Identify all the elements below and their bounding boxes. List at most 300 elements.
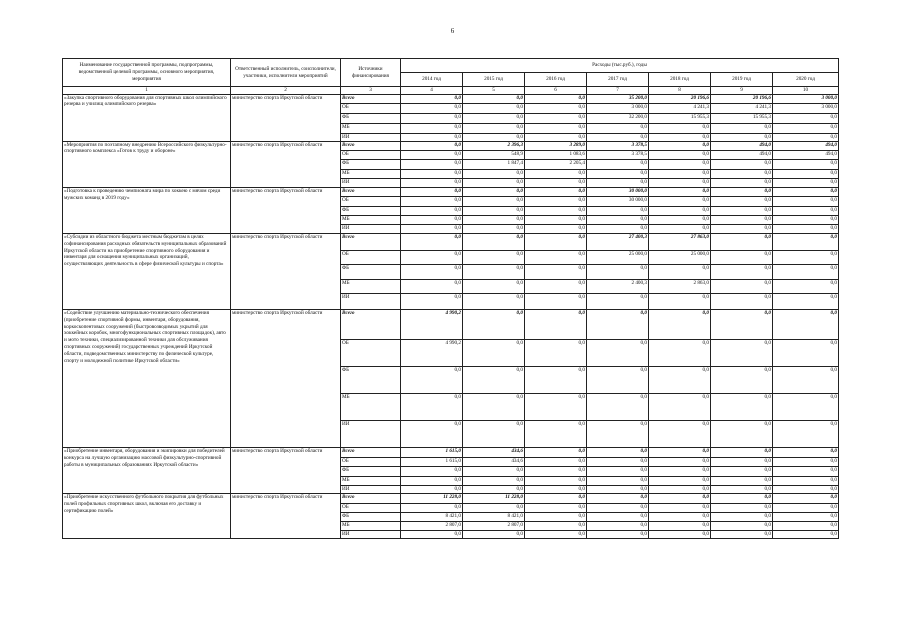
amount-cell: 0,0 [711, 531, 773, 539]
amount-cell: 0,0 [587, 340, 649, 367]
amount-cell: 0,0 [773, 234, 839, 251]
amount-cell: 0,0 [463, 234, 525, 251]
amount-cell: 3 289,0 [525, 141, 587, 150]
amount-cell: 2 863,0 [649, 279, 711, 294]
amount-cell: 4 241,3 [711, 104, 773, 114]
amount-cell: 0,0 [711, 279, 773, 294]
amount-cell: 0,0 [773, 503, 839, 512]
amount-cell: 0,0 [401, 279, 463, 294]
amount-cell: 0,0 [649, 394, 711, 421]
amount-cell: 0,0 [525, 123, 587, 133]
amount-cell: 0,0 [711, 133, 773, 141]
amount-cell: 0,0 [773, 494, 839, 503]
amount-cell: 0,0 [587, 486, 649, 494]
funding-source: ОБ [341, 340, 401, 367]
executor: министерство спорта Иркутской области [231, 448, 341, 494]
amount-cell: 30 000,0 [587, 188, 649, 197]
column-number: 2 [231, 87, 341, 95]
amount-cell: 0,0 [711, 486, 773, 494]
funding-source: ОБ [341, 457, 401, 467]
table-row [63, 310, 839, 340]
amount-cell: 0,0 [525, 206, 587, 215]
amount-cell: 35 200,0 [587, 94, 649, 104]
amount-cell: 0,0 [649, 367, 711, 394]
amount-cell: 0,0 [525, 197, 587, 206]
funding-source: Всего [341, 188, 401, 197]
amount-cell: 0,0 [525, 114, 587, 124]
amount-cell: 0,0 [587, 215, 649, 224]
amount-cell: 0,0 [649, 123, 711, 133]
amount-cell: 3 378,5 [587, 141, 649, 150]
page-number: 6 [450, 27, 455, 35]
header-year: 2018 год [649, 73, 711, 87]
header-year: 2015 год [463, 73, 525, 87]
funding-source: ФБ [341, 114, 401, 124]
amount-cell: 0,0 [773, 457, 839, 467]
amount-cell: 0,0 [401, 225, 463, 234]
amount-cell: 0,0 [401, 206, 463, 215]
amount-cell: 0,0 [587, 160, 649, 169]
amount-cell: 0,0 [587, 531, 649, 539]
header-source: Источники финансирования [341, 59, 401, 87]
header-year: 2019 год [711, 73, 773, 87]
amount-cell: 0,0 [463, 367, 525, 394]
amount-cell: 0,0 [463, 340, 525, 367]
amount-cell: 0,0 [587, 421, 649, 448]
amount-cell: 0,0 [587, 294, 649, 310]
funding-source: ФБ [341, 367, 401, 394]
amount-cell: 0,0 [401, 486, 463, 494]
amount-cell: 0,0 [649, 265, 711, 280]
amount-cell: 0,0 [525, 104, 587, 114]
funding-source: ИИ [341, 421, 401, 448]
amount-cell: 0,0 [773, 421, 839, 448]
amount-cell: 8 421,0 [463, 512, 525, 521]
amount-cell: 0,0 [587, 457, 649, 467]
amount-cell: 0,0 [649, 294, 711, 310]
amount-cell: 2 205,4 [525, 160, 587, 169]
amount-cell: 25 000,0 [587, 250, 649, 265]
column-number: 1 [63, 87, 231, 95]
header-executor: Ответственный исполнитель, соисполнители, участники, исполнители мероприятий [231, 59, 341, 87]
amount-cell: 0,0 [463, 279, 525, 294]
amount-cell: 0,0 [401, 151, 463, 160]
amount-cell: 0,0 [525, 503, 587, 512]
amount-cell: 0,0 [711, 521, 773, 530]
funding-source: ФБ [341, 467, 401, 477]
amount-cell: 0,0 [711, 503, 773, 512]
amount-cell: 494,0 [711, 151, 773, 160]
amount-cell: 0,0 [649, 512, 711, 521]
amount-cell: 4 990,2 [401, 310, 463, 340]
amount-cell: 0,0 [649, 151, 711, 160]
amount-cell: 11 228,0 [463, 494, 525, 503]
header-year: 2017 год [587, 73, 649, 87]
financing-table [62, 58, 839, 539]
amount-cell: 0,0 [773, 197, 839, 206]
amount-cell: 0,0 [711, 265, 773, 280]
executor: министерство спорта Иркутской области [231, 94, 341, 141]
amount-cell: 0,0 [401, 169, 463, 178]
activity-name: «Подготовка к проведению чемпионата мира по хоккею с мячом среди мужских команд в 2019 году» [63, 188, 231, 234]
amount-cell: 0,0 [649, 340, 711, 367]
amount-cell: 0,0 [773, 265, 839, 280]
amount-cell: 1 615,0 [401, 448, 463, 458]
column-number: 6 [525, 87, 587, 95]
amount-cell: 0,0 [401, 215, 463, 224]
amount-cell: 0,0 [463, 206, 525, 215]
amount-cell: 0,0 [463, 114, 525, 124]
amount-cell: 0,0 [525, 486, 587, 494]
table-row [63, 141, 839, 150]
amount-cell: 0,0 [525, 279, 587, 294]
amount-cell: 11 228,0 [401, 494, 463, 503]
funding-source: ИИ [341, 531, 401, 539]
header-name: Наименование государственной программы, подпрограммы, ведомственной целевой программы, основного мероприятия, мероприятия [63, 59, 231, 87]
amount-cell: 0,0 [649, 141, 711, 150]
amount-cell: 494,0 [773, 151, 839, 160]
amount-cell: 25 000,0 [649, 250, 711, 265]
amount-cell: 494,0 [773, 141, 839, 150]
amount-cell: 0,0 [587, 521, 649, 530]
amount-cell: 0,0 [649, 467, 711, 477]
amount-cell: 494,0 [711, 141, 773, 150]
amount-cell: 0,0 [401, 188, 463, 197]
funding-source: Всего [341, 310, 401, 340]
funding-source: ФБ [341, 206, 401, 215]
amount-cell: 0,0 [525, 531, 587, 539]
header-year: 2014 год [401, 73, 463, 87]
amount-cell: 0,0 [587, 169, 649, 178]
activity-name: «Содействие улучшению материально-технического обеспечения (приобретение спортивной формы, инвентаря, оборудования, коркоскопентовых сооружений (быстровозводимых укрытий для хоккейных коробок, многофункциональных спортивных площадок), авто и мото техники, специализированной техники для обслуживания спортивных сооружений) государственных учреждений Иркутской области, подведомственных министерству по физической культуре, спорту и молодежной политике Иркутской области» [63, 310, 231, 448]
amount-cell: 0,0 [587, 179, 649, 188]
amount-cell: 0,0 [711, 250, 773, 265]
amount-cell: 0,0 [463, 467, 525, 477]
amount-cell: 0,0 [463, 215, 525, 224]
table-row [63, 234, 839, 251]
amount-cell: 0,0 [773, 512, 839, 521]
amount-cell: 0,0 [649, 421, 711, 448]
funding-source: Всего [341, 494, 401, 503]
amount-cell: 0,0 [463, 294, 525, 310]
funding-source: ФБ [341, 160, 401, 169]
column-number: 5 [463, 87, 525, 95]
amount-cell: 27 400,3 [587, 234, 649, 251]
amount-cell: 0,0 [649, 494, 711, 503]
amount-cell: 0,0 [525, 310, 587, 340]
amount-cell: 0,0 [587, 467, 649, 477]
amount-cell: 0,0 [525, 188, 587, 197]
amount-cell: 0,0 [463, 476, 525, 486]
amount-cell: 0,0 [587, 123, 649, 133]
amount-cell: 0,0 [773, 250, 839, 265]
funding-source: Всего [341, 94, 401, 104]
amount-cell: 0,0 [773, 531, 839, 539]
amount-cell: 0,0 [711, 476, 773, 486]
amount-cell: 0,0 [649, 169, 711, 178]
amount-cell: 0,0 [401, 394, 463, 421]
amount-cell: 8 421,0 [401, 512, 463, 521]
amount-cell: 0,0 [649, 179, 711, 188]
amount-cell: 0,0 [401, 114, 463, 124]
amount-cell: 0,0 [587, 448, 649, 458]
amount-cell: 3 000,0 [773, 94, 839, 104]
amount-cell: 1 615,0 [401, 457, 463, 467]
amount-cell: 0,0 [773, 188, 839, 197]
amount-cell: 0,0 [773, 114, 839, 124]
amount-cell: 0,0 [711, 367, 773, 394]
amount-cell: 0,0 [649, 310, 711, 340]
amount-cell: 32 200,0 [587, 114, 649, 124]
amount-cell: 0,0 [401, 197, 463, 206]
amount-cell: 0,0 [525, 294, 587, 310]
amount-cell: 0,0 [711, 467, 773, 477]
amount-cell: 0,0 [587, 367, 649, 394]
amount-cell: 0,0 [587, 265, 649, 280]
amount-cell: 0,0 [649, 457, 711, 467]
amount-cell: 2 807,0 [401, 521, 463, 530]
funding-source: МБ [341, 123, 401, 133]
amount-cell: 0,0 [463, 421, 525, 448]
amount-cell: 0,0 [773, 448, 839, 458]
funding-source: МБ [341, 394, 401, 421]
amount-cell: 0,0 [711, 206, 773, 215]
amount-cell: 0,0 [525, 394, 587, 421]
amount-cell: 0,0 [401, 476, 463, 486]
table-row [63, 188, 839, 197]
amount-cell: 0,0 [773, 160, 839, 169]
amount-cell: 0,0 [711, 123, 773, 133]
header-year: 2020 год [773, 73, 839, 87]
amount-cell: 0,0 [587, 512, 649, 521]
amount-cell: 0,0 [463, 310, 525, 340]
amount-cell: 0,0 [773, 279, 839, 294]
executor: министерство спорта Иркутской области [231, 494, 341, 539]
amount-cell: 0,0 [587, 394, 649, 421]
amount-cell: 0,0 [463, 179, 525, 188]
amount-cell: 434,6 [463, 457, 525, 467]
amount-cell: 0,0 [525, 467, 587, 477]
amount-cell: 0,0 [773, 206, 839, 215]
amount-cell: 0,0 [525, 179, 587, 188]
amount-cell: 0,0 [711, 512, 773, 521]
amount-cell: 30 000,0 [587, 197, 649, 206]
amount-cell: 0,0 [649, 133, 711, 141]
amount-cell: 2 400,3 [587, 279, 649, 294]
amount-cell: 0,0 [711, 294, 773, 310]
amount-cell: 0,0 [649, 188, 711, 197]
amount-cell: 0,0 [649, 215, 711, 224]
amount-cell: 0,0 [525, 512, 587, 521]
amount-cell: 0,0 [525, 494, 587, 503]
amount-cell: 0,0 [649, 486, 711, 494]
amount-cell: 0,0 [711, 169, 773, 178]
amount-cell: 0,0 [649, 531, 711, 539]
amount-cell: 0,0 [401, 265, 463, 280]
amount-cell: 0,0 [649, 197, 711, 206]
amount-cell: 20 196,6 [649, 94, 711, 104]
amount-cell: 0,0 [711, 457, 773, 467]
amount-cell: 0,0 [711, 340, 773, 367]
amount-cell: 0,0 [525, 225, 587, 234]
funding-source: МБ [341, 476, 401, 486]
amount-cell: 0,0 [773, 394, 839, 421]
amount-cell: 27 863,0 [649, 234, 711, 251]
activity-name: «Субсидии из областного бюджета местным бюджетам в целях софинансирования расходных обязательств муниципальных образований Иркутской области на приобретение спортивного оборудования и инвентаря для оснащения муниципальных организаций, осуществляющих деятельность в сфере физической культуры и спорта» [63, 234, 231, 310]
amount-cell: 0,0 [463, 531, 525, 539]
funding-source: ФБ [341, 265, 401, 280]
amount-cell: 0,0 [401, 367, 463, 394]
table-row [63, 494, 839, 503]
amount-cell: 0,0 [773, 521, 839, 530]
amount-cell: 0,0 [649, 521, 711, 530]
funding-source: МБ [341, 215, 401, 224]
funding-source: ИИ [341, 294, 401, 310]
amount-cell: 0,0 [463, 486, 525, 494]
amount-cell: 0,0 [773, 123, 839, 133]
amount-cell: 0,0 [711, 179, 773, 188]
amount-cell: 0,0 [463, 169, 525, 178]
amount-cell: 15 955,3 [711, 114, 773, 124]
amount-cell: 0,0 [711, 234, 773, 251]
amount-cell: 434,6 [463, 448, 525, 458]
amount-cell: 0,0 [401, 250, 463, 265]
amount-cell: 0,0 [711, 215, 773, 224]
amount-cell: 0,0 [463, 104, 525, 114]
amount-cell: 0,0 [401, 294, 463, 310]
funding-source: МБ [341, 521, 401, 530]
amount-cell: 0,0 [463, 250, 525, 265]
activity-name: «Мероприятия по поэтапному внедрению Всероссийского физкультурно-спортивного комплекса «Готов к труду и обороне» [63, 141, 231, 188]
executor: министерство спорта Иркутской области [231, 141, 341, 188]
activity-name: «Приобретение искусственного футбольного покрытия для футбольных полей профильных спортивных школ, включая его доставку и сертификацию полей» [63, 494, 231, 539]
amount-cell: 0,0 [525, 367, 587, 394]
amount-cell: 0,0 [525, 234, 587, 251]
amount-cell: 0,0 [773, 169, 839, 178]
amount-cell: 0,0 [401, 531, 463, 539]
column-number: 3 [341, 87, 401, 95]
amount-cell: 0,0 [525, 94, 587, 104]
amount-cell: 0,0 [525, 421, 587, 448]
header-expenses: Расходы (тыс.руб.), годы [401, 59, 839, 73]
amount-cell: 0,0 [525, 169, 587, 178]
funding-source: ИИ [341, 225, 401, 234]
amount-cell: 4 990,2 [401, 340, 463, 367]
amount-cell: 0,0 [401, 104, 463, 114]
amount-cell: 0,0 [773, 467, 839, 477]
amount-cell: 0,0 [401, 133, 463, 141]
amount-cell: 0,0 [525, 250, 587, 265]
amount-cell: 0,0 [649, 225, 711, 234]
amount-cell: 2 396,3 [463, 141, 525, 150]
amount-cell: 0,0 [401, 179, 463, 188]
amount-cell: 0,0 [525, 215, 587, 224]
amount-cell: 1 847,4 [463, 160, 525, 169]
amount-cell: 0,0 [773, 340, 839, 367]
funding-source: ОБ [341, 503, 401, 512]
amount-cell: 0,0 [587, 494, 649, 503]
amount-cell: 0,0 [773, 294, 839, 310]
amount-cell: 0,0 [773, 215, 839, 224]
amount-cell: 0,0 [463, 503, 525, 512]
amount-cell: 0,0 [587, 133, 649, 141]
funding-source: Всего [341, 141, 401, 150]
amount-cell: 0,0 [649, 503, 711, 512]
amount-cell: 0,0 [463, 225, 525, 234]
amount-cell: 0,0 [463, 133, 525, 141]
amount-cell: 0,0 [401, 160, 463, 169]
amount-cell: 2 807,0 [463, 521, 525, 530]
funding-source: ИИ [341, 486, 401, 494]
amount-cell: 0,0 [463, 394, 525, 421]
amount-cell: 15 955,3 [649, 114, 711, 124]
amount-cell: 0,0 [525, 476, 587, 486]
funding-source: ОБ [341, 197, 401, 206]
amount-cell: 0,0 [525, 457, 587, 467]
amount-cell: 0,0 [463, 188, 525, 197]
amount-cell: 0,0 [401, 421, 463, 448]
column-number: 9 [711, 87, 773, 95]
amount-cell: 0,0 [587, 503, 649, 512]
funding-source: ОБ [341, 104, 401, 114]
amount-cell: 0,0 [773, 133, 839, 141]
amount-cell: 0,0 [525, 521, 587, 530]
funding-source: МБ [341, 169, 401, 178]
amount-cell: 0,0 [525, 265, 587, 280]
activity-name: «Приобретение инвентаря, оборудования и экипировки для победителей конкурса на лучшую организацию массовой физкультурно-спортивной работы в муниципальных образованиях Иркутской области» [63, 448, 231, 494]
amount-cell: 0,0 [711, 494, 773, 503]
amount-cell: 20 196,6 [711, 94, 773, 104]
amount-cell: 0,0 [773, 225, 839, 234]
executor: министерство спорта Иркутской области [231, 188, 341, 234]
activity-name: «Закупка спортивного оборудования для спортивных школ олимпийского резерва и училищ олимпийского резерва» [63, 94, 231, 141]
amount-cell: 0,0 [711, 394, 773, 421]
amount-cell: 0,0 [649, 206, 711, 215]
amount-cell: 0,0 [401, 141, 463, 150]
amount-cell: 0,0 [401, 503, 463, 512]
table-row [63, 448, 839, 458]
funding-source: Всего [341, 448, 401, 458]
amount-cell: 0,0 [711, 225, 773, 234]
column-number: 10 [773, 87, 839, 95]
funding-source: Всего [341, 234, 401, 251]
executor: министерство спорта Иркутской области [231, 234, 341, 310]
table-row [63, 94, 839, 104]
amount-cell: 0,0 [649, 476, 711, 486]
funding-source: МБ [341, 279, 401, 294]
amount-cell: 3 000,0 [587, 104, 649, 114]
amount-cell: 0,0 [711, 197, 773, 206]
table-body [63, 94, 839, 539]
amount-cell: 0,0 [401, 94, 463, 104]
amount-cell: 0,0 [711, 448, 773, 458]
header-year: 2016 год [525, 73, 587, 87]
amount-cell: 0,0 [525, 448, 587, 458]
amount-cell: 0,0 [463, 94, 525, 104]
amount-cell: 548,9 [463, 151, 525, 160]
amount-cell: 0,0 [773, 179, 839, 188]
amount-cell: 0,0 [587, 310, 649, 340]
amount-cell: 3 378,5 [587, 151, 649, 160]
amount-cell: 0,0 [711, 188, 773, 197]
amount-cell: 1 083,6 [525, 151, 587, 160]
amount-cell: 0,0 [587, 206, 649, 215]
amount-cell: 0,0 [773, 476, 839, 486]
funding-source: ОБ [341, 250, 401, 265]
amount-cell: 0,0 [649, 160, 711, 169]
funding-source: ИИ [341, 133, 401, 141]
amount-cell: 0,0 [463, 123, 525, 133]
